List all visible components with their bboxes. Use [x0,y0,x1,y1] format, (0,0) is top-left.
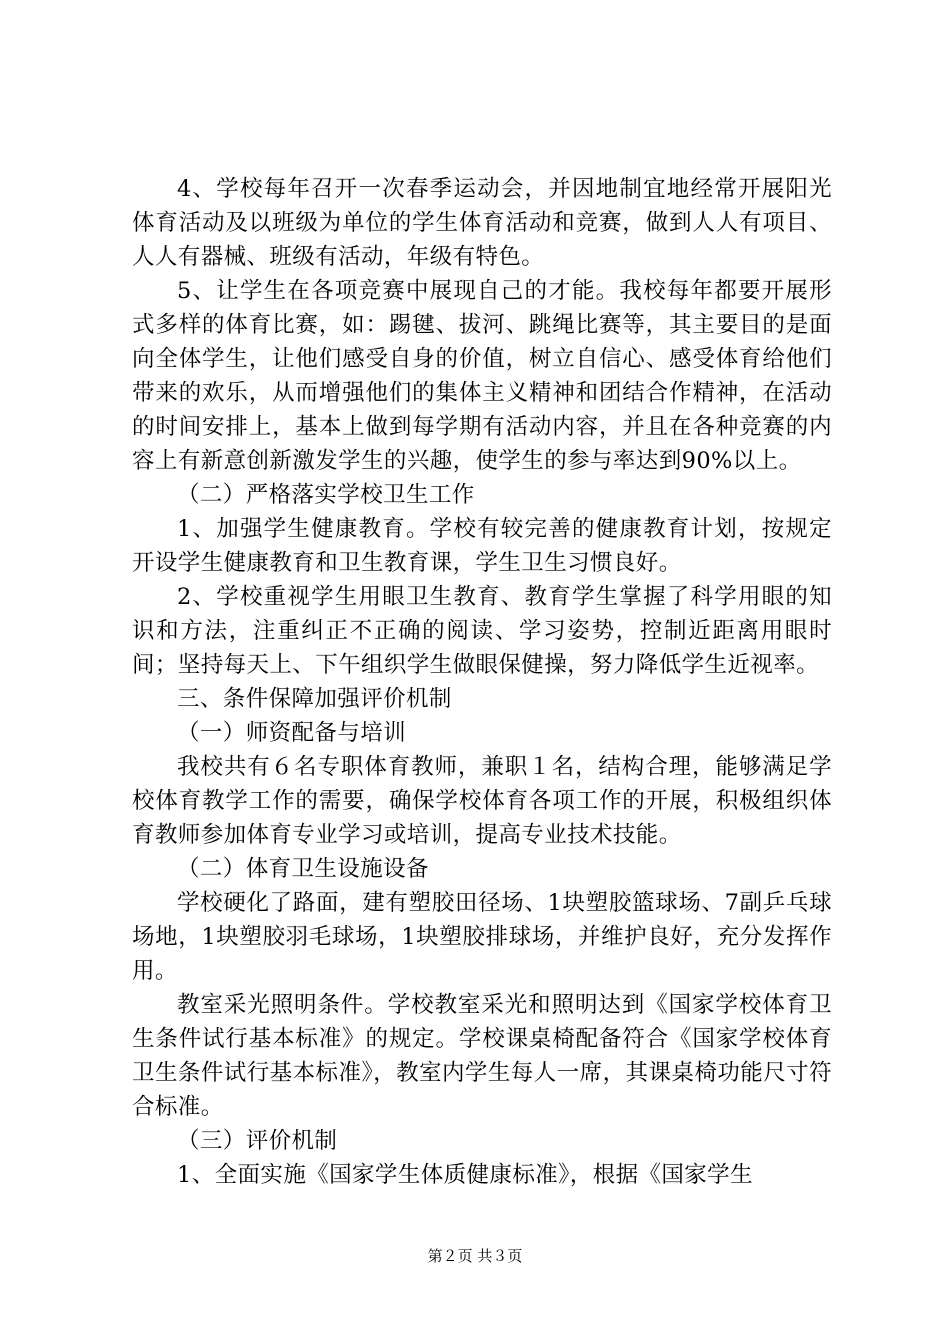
paragraph-teachers: 我校共有６名专职体育教师，兼职１名，结构合理，能够满足学校体育教学工作的需要，确保学校体育各项工作的开展，积极组织体育教师参加体育专业学习或培训，提高专业技术技能。 [132,754,832,848]
document-body [132,172,832,1192]
paragraph-eye-hygiene: 2、学校重视学生用眼卫生教育、教育学生掌握了科学用眼的知识和方法，注重纠正不正确的阅读、学习姿势，控制近距离用眼时间；坚持每天上、下午组织学生做眼保健操，努力降低学生近视率。 [132,584,832,678]
page-footer: 第２页 共３页 [427,1247,523,1265]
paragraph-sports-meet: 4、学校每年召开一次春季运动会，并因地制宜地经常开展阳光体育活动及以班级为单位的学生体育活动和竞赛，做到人人有项目、人人有器械、班级有活动，年级有特色。 [132,176,832,270]
paragraph-evaluation: 1、全面实施《国家学生体质健康标准》，根据《国家学生 [177,1162,753,1188]
paragraph-classroom-lighting: 教室采光照明条件。学校教室采光和照明达到《国家学校体育卫生条件试行基本标准》的规定。学校课桌椅配备符合《国家学校体育卫生条件试行基本标准》，教室内学生每人一席，其课桌椅功能尺寸符合标准。 [132,992,832,1120]
section-heading-hygiene: （二）严格落实学校卫生工作 [177,482,475,508]
paragraph-facilities: 学校硬化了路面，建有塑胶田径场、1块塑胶篮球场、7副乒乓球场地，1块塑胶羽毛球场，1块塑胶排球场，并维护良好，充分发挥作用。 [132,890,832,984]
section-heading-facilities: （二）体育卫生设施设备 [177,856,429,882]
section-heading-teachers: （一）师资配备与培训 [177,720,407,746]
paragraph-health-education: 1、加强学生健康教育。学校有较完善的健康教育计划，按规定开设学生健康教育和卫生教育课，学生卫生习惯良好。 [132,516,832,576]
section-heading-conditions: 三、条件保障加强评价机制 [177,686,452,712]
section-heading-evaluation: （三）评价机制 [177,1128,338,1154]
paragraph-competitions: 5、让学生在各项竞赛中展现自己的才能。我校每年都要开展形式多样的体育比赛，如：踢毽、拔河、跳绳比赛等，其主要目的是面向全体学生，让他们感受自身的价值，树立自信心、感受体育给他们带来的欢乐，从而增强他们的集体主义精神和团结合作精神，在活动的时间安排上，基本上做到每学期有活动内容，并且在各种竞赛的内容上有新意创新激发学生的兴趣，使学生的参与率达到90%以上。 [132,278,832,474]
